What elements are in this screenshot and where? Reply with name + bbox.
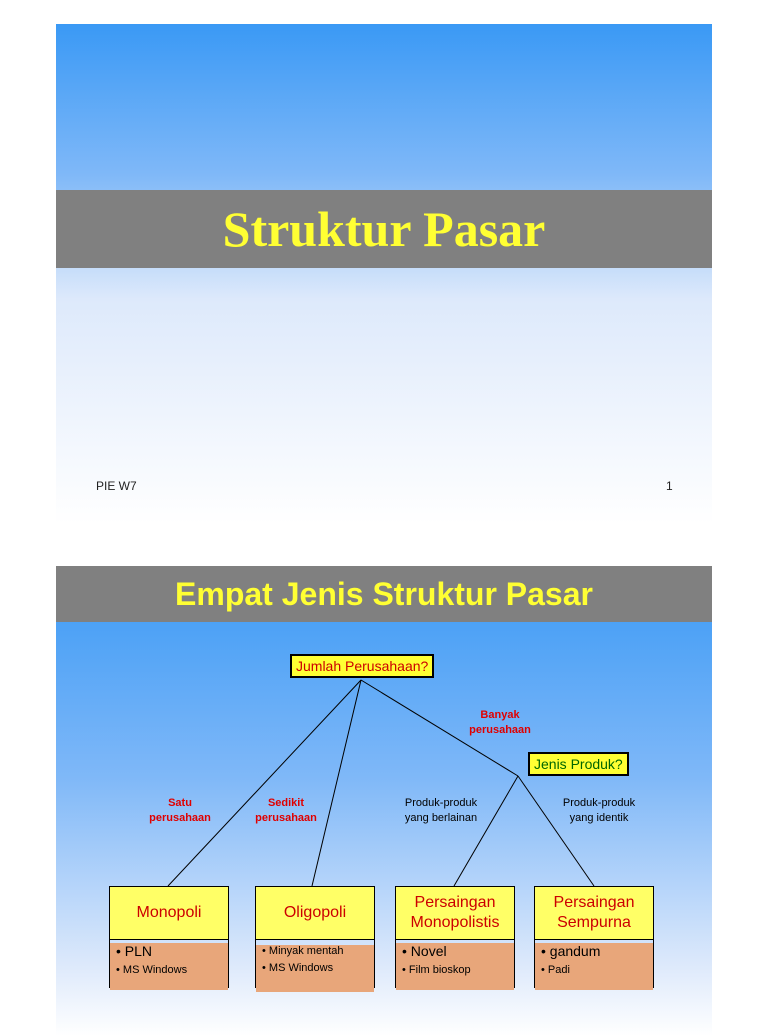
example-item: • Novel [402, 943, 447, 959]
page-number: 1 [666, 479, 673, 493]
label-line: Satu [168, 797, 192, 809]
market-name-line: Persaingan [553, 894, 635, 911]
market-name-line: Monopolistis [410, 914, 500, 931]
label-line: Produk-produk [562, 797, 636, 809]
question-jenis-produk: Jenis Produk? [528, 752, 629, 776]
market-box-monopoli [109, 886, 229, 988]
example-item: • PLN [116, 943, 153, 959]
connector-sempurna [518, 776, 594, 886]
market-examples [535, 943, 653, 990]
example-item: • gandum [541, 943, 601, 959]
market-box-oligopoli [255, 886, 375, 988]
connector-oligopoli [312, 680, 361, 886]
market-examples [396, 943, 514, 990]
diagram-slide [56, 566, 712, 1036]
label-line: yang identik [569, 812, 629, 824]
title-band [56, 190, 712, 268]
label-line: yang berlainan [404, 812, 478, 824]
label-banyak-perusahaan [450, 708, 550, 738]
market-box-persaingan-monopolistis [395, 886, 515, 988]
slide-title: Empat Jenis Struktur Pasar [175, 575, 593, 612]
label-line: perusahaan [149, 812, 211, 824]
market-name-line: Monopoli [136, 904, 202, 921]
market-box-persaingan-sempurna [534, 886, 654, 988]
example-item: • MS Windows [262, 962, 334, 974]
label-sedikit-perusahaan [236, 796, 336, 826]
example-item: • Minyak mentah [262, 945, 344, 957]
label-produk-berlainan [386, 796, 496, 826]
example-item: • Film bioskop [402, 964, 471, 976]
label-line: Sedikit [267, 797, 305, 809]
example-item: • MS Windows [116, 964, 188, 976]
label-produk-identik [544, 796, 654, 826]
market-name-line: Sempurna [557, 914, 631, 931]
market-name [256, 887, 374, 940]
footer-label: PIE W7 [96, 479, 137, 493]
market-examples [256, 945, 374, 992]
connector-monopoli [168, 680, 361, 886]
label-line: perusahaan [469, 724, 531, 736]
title-slide [56, 24, 712, 524]
market-name-line: Persaingan [414, 894, 496, 911]
example-item: • Padi [541, 964, 570, 976]
label-line: Produk-produk [404, 797, 478, 809]
label-line: Banyak [480, 709, 520, 721]
market-examples [110, 943, 228, 990]
question-jumlah-perusahaan: Jumlah Perusahaan? [290, 654, 434, 678]
connector-monopolistis [454, 776, 518, 886]
market-name [396, 887, 514, 940]
label-satu-perusahaan [130, 796, 230, 826]
label-line: perusahaan [255, 812, 317, 824]
market-name-line: Oligopoli [283, 904, 347, 921]
market-name [535, 887, 653, 940]
slide-title: Struktur Pasar [222, 201, 546, 257]
market-name [110, 887, 228, 940]
